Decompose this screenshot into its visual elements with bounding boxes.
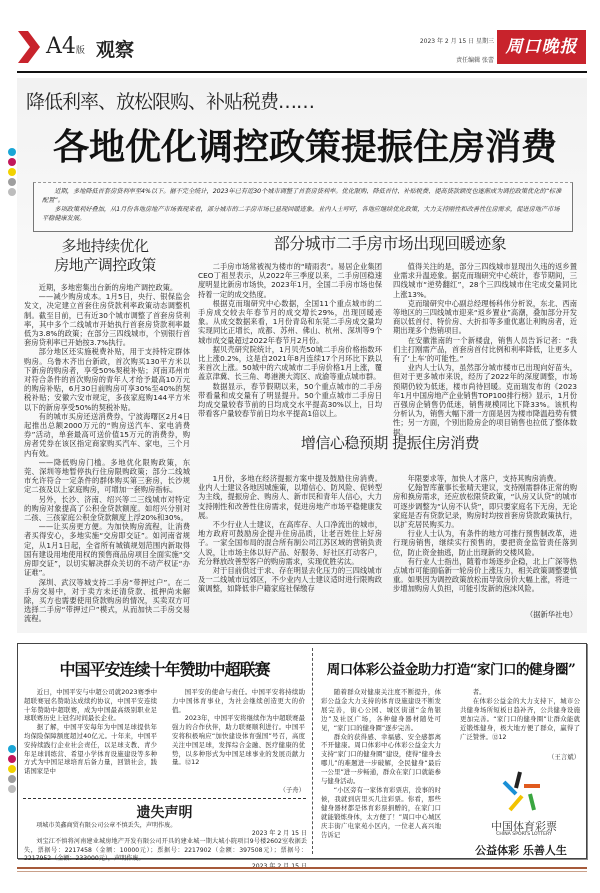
magenta-dot: [8, 755, 16, 763]
issue-date: 2023 年 2 月 15 日 星期三: [419, 38, 494, 45]
paragraph: 值得关注的是，部分三四线城市显现出久违的返乡置业需求升温迹象。据克而瑞研究中心统计，春节期间，三四线城市“逆势翻红”，28个三四线城市住宅成交量同比上涨13%。: [393, 262, 577, 299]
paragraph: 随着群众对健康关注度不断提升，体彩公益金大力支持的体育设施建设不断发展完善，街心公园、城区街道“金角银边”及社区广场，各种健身器材随处可见，“家门口的健身圈”逐步完善。: [321, 688, 441, 732]
intro-paragraph: 多项政策利好叠加，从1月份各地房地产市场表现来看，部分城市的二手房市场已显现回暖迹象。业内人士呼吁，各地应继续优化政策，大力支持刚性和改善性住房需求，促进房地产市场平稳健康发展。: [42, 206, 560, 222]
paragraph: “小区旁有一家体育彩票店，没事的时候，我就到店里买几注彩票。你看，那些健身器材都是体育彩票捐赠的，在家门口就能锻炼身体，太方便了！”周口中心城区庆丰街广电家苑小区内，一位老人高兴地告诉记: [321, 785, 441, 839]
pingan-column-a: [24, 688, 157, 776]
paragraph: 年限要求等，加快人才落户，支持其购房消费。: [407, 474, 561, 483]
confidence-column-b: [393, 474, 577, 594]
paragraph: 行业人士认为，有条件的地方可推行预售制改革，进行现房销售，继续实行预售的，要把资金监管责任落到位，防止资金抽逃，防止出现新的交楼风险。: [393, 529, 577, 557]
china-sports-lottery-logo-icon: [498, 770, 548, 815]
section-title: 观察: [96, 39, 135, 61]
paragraph: 部分地区还实施税费补贴，用于支持特定群体购房。乌鲁木齐出台新政，首次购买130平方米以下新房的购房者，享受50%契税补贴；河南邓州市对符合条件的首次购房的青年人才给予最高10万元的购房补贴，6月30日前购房可享30%至40%的契税补贴；安徽六安市规定，多孩家庭购144平方米以下的新房享受50%的契税补贴。: [24, 347, 190, 412]
cyan-dot: [8, 148, 16, 156]
notice-heading: 遗失声明: [136, 805, 193, 821]
paragraph: 在体彩公益金的大力支持下，城市公共健身场所短板日趋补齐，公共健身设施更加完善。“家门口的健身圈”让群众能就近锻炼健身，极大地方便了群众，赢得了广泛赞誉。⑫12: [460, 696, 580, 741]
yellow-dot: [8, 765, 16, 773]
paragraph: 据贝壳研究院统计，1月贝壳50城二手房价格指数环比上涨0.2%，这是自2021年8月连续17个月环比下跌以来首次上涨。50城中的六成城市二手房价格1月上涨，覆盖京津冀、长三角、粤港澳大湾区、成渝等重点城市群。: [198, 344, 382, 382]
gray-dot: [8, 785, 16, 793]
notice-text: 刘宝江不慎将河南建业城房地产开发有限公司开具的建业城一期大城小院项目9号楼2602室收据丢失，票据号：2217458（金额：10000元）；票据号：2217902（金额：397508元）；票据号：2217952（金额：233000元），声明作废。: [24, 838, 307, 862]
page-number: [46, 34, 85, 59]
heading-line: 房地产调控政策: [54, 256, 156, 274]
registration-dots: [8, 148, 16, 198]
page-number-text: A4: [46, 34, 76, 59]
lottery-column-a: [321, 688, 441, 839]
kicker-headline: 降低利率、放松限购、补贴税费……: [26, 91, 315, 113]
footer-rule: [17, 867, 587, 869]
yellow-dot: [8, 168, 16, 176]
paragraph: 克而瑞研究中心副总经理杨科伟分析说，东北、西南等地区的三四线城市迎来“返乡置业”高潮，叠加部分开发商以低首付、特价房、大折扣等多重优惠让利购房者，近期出现多个热销项目。: [393, 298, 577, 336]
confidence-heading: 增信心稳预期 提振住房消费: [300, 434, 480, 452]
masthead-rule: [17, 71, 587, 73]
paragraph: ——让买房更方便。为加快购房流程，让消费者买得安心，多地实施“交房即交证”。如河南省规定，从1月1日起，全省所有城镇规划范围内新取得国有建设用地使用权的预售商品房项目全面实施“交房即交证”，以切实解决群众关切的不动产权证“办证难”。: [24, 522, 190, 578]
paragraph: 2023年，中国平安将继续作为中超联赛最强力的合作伙伴，助力联赛顺利进行。中国平安将积极响应“加快建设体育强国”号召，高度关注中国足球，发挥综合金融、医疗健康的优势，以多种形式为中国足球事业的发展贡献力量。⑫12: [172, 714, 305, 767]
paragraph: 者。: [472, 688, 486, 696]
paragraph: 在安徽淮南的一个新楼盘，销售人员告诉记者：“我们主打刚需产品，首套房首付比例和利率降低，让更多人有了‘上车’的可能性。”: [393, 335, 577, 364]
notice-text: 项城市美鑫商贸有限公司公章不慎丢失，声明作废。: [36, 822, 177, 829]
lottery-byline: （王言斌）: [548, 753, 580, 761]
lottery-heading: 周口体彩公益金助力打造“家门口的健身圈”: [326, 662, 576, 678]
section-chevron-icon: [18, 31, 40, 63]
main-headline: 各地优化调控政策提振住房消费: [52, 126, 557, 168]
editor-credit: 责任编辑 张蕾: [456, 57, 494, 64]
left-column-heading: [25, 237, 185, 275]
intro-box: [33, 182, 573, 232]
lottery-logo-english: CHINA SPORTS LOTTERY: [496, 832, 552, 837]
paragraph: 数据显示，春节假期以来，50个重点城市的二手房带看量和成交量有了明显提升。50个重点城市二手房日均成交量较春节前的日均成交水平提高30%以上，日均带看客户量较春节前日均水平提高1倍以上。: [198, 381, 382, 419]
newspaper-logo: 周口晚报: [497, 30, 586, 64]
footer-rule: [17, 871, 587, 872]
intro-paragraph: 近期，多地降低首套房贷利率至4%以下。据不完全统计，2023年已有近30个城市调整了首套房贷利率。优化限购、降低首付、补贴税费、提高贷款额度也逐渐成为调控政策优化的“标准配置”。: [42, 188, 562, 204]
second-hand-column-b: [393, 262, 577, 437]
paragraph: 有的城市买房还送消费券，宁波海曙区2月4日起推出总额2000万元的“购房送汽车、家电消费券”活动，单套最高可送价值15万元的消费券，购房者凭券在该区指定商家购买汽车、家电，三个月内有效。: [24, 411, 190, 458]
confidence-column-a: [198, 474, 382, 594]
paragraph: 根据克而瑞研究中心数据，全国11个重点城市的二手房成交较去年春节月的成交增长29%，出现回暖迹象。从成交数据来看，1月份青岛和东莞二手房成交量均实现同比正增长，成都、苏州、佛山、杭州、深圳等9个城市成交量超过2022年春节月2月份。: [198, 298, 382, 345]
paragraph: 另外，长沙、济南、绍兴等二三线城市对特定的购房对象提高了公积金贷款额度。如绍兴分别对二孩、三孩家庭公积金贷款额度上浮20%和30%。: [24, 494, 190, 523]
registration-dots: [8, 745, 16, 795]
pingan-heading: 中国平安连续十年赞助中超联赛: [59, 660, 270, 679]
paragraph: 亿翰智库董事长张晴天建议，支持刚需群体正常的购房和换房需求，还应放松限贷政策，“认房又认贷”的城市可逐步调整为“认房不认贷”，即只要家庭名下无房，无论家庭是否有贷款记录，购房时均按首套房贷款政策执行，以扩充居民购买力。: [393, 483, 577, 530]
left-column-body: [24, 283, 190, 624]
notice-date: 2023 年 2 月 15 日: [251, 830, 307, 838]
paragraph: 据了解，中国平安每年为中国足球提供年均保险保障额度超过40亿元。十年来，中国平安持续践行企业社会责任，以足球支教、青少年足球训练营、希望小学体育设施建设等多种方式为中国足球培育后备力量，回馈社会，践诺国家是中: [24, 723, 157, 776]
lottery-logo-name: 中国体育彩票: [491, 820, 557, 833]
paragraph: 业内人士认为，虽然部分城市楼市已出现向好苗头，但对于更多城市来说，经历了2022年的深度调整，市场预期仍较为低迷，楼市尚待回暖。克而瑞发布的《2023年1月中国房地产企业销售TOP100排行榜》显示，1月份百强房企销售仍低迷，销售规模同比下降33%。该机构分析认为，销售大幅下滑一方面是因为楼市降温趋势有惯性；另一方面，个别出险房企的项目销售也拉低了整体数据。: [393, 363, 577, 437]
pingan-column-b: [172, 688, 305, 767]
paragraph: 1月份，多地在经济提振方案中提及鼓励住房消费。业内人士建议各地因城施策，以增信心、防风险、促转型为主线，提振房企、购房人、新市民和青年人信心，大力支持刚性和改善性住房需求，促进房地产市场平稳健康发展。: [198, 474, 382, 520]
article-byline: （据新华社电）: [525, 610, 577, 619]
lottery-column-b: [460, 688, 580, 741]
paragraph: 国平安的使命与责任。中国平安将持续助力中国体育事业，为社会继续创造更大的价值。: [172, 688, 305, 714]
cyan-dot: [8, 745, 16, 753]
paragraph: ——减少购房成本。1月5日，央行、银保监会发文，决定建立首套住房贷款利率政策动态调整机制。截至目前，已有近30个城市调整了首套房贷利率，其中多个二线城市开始执行首套房贷款利率最低为3.8%的政策；在部分三四线城市，个别银行首套房贷利率已开始按3.7%执行。: [24, 292, 190, 348]
paragraph: ——降低购房门槛。多地优化限购政策，东莞、深圳等地暂停执行住房限购政策；部分二线城市允许符合一定条件的群体购买第三套房，长沙规定二孩及以上家庭购房，可增加一套购房指标。: [24, 457, 190, 495]
paragraph: 深圳、武汉等城支持二手房“带押过户”。在二手房交易中，对于卖方未还清贷款、抵押尚未解除，买方也需要使用贷款购房的情况，买卖双方可选择二手房“带押过户”模式，从而加快二手房交易流程。: [24, 577, 190, 624]
notice-divider: [23, 798, 306, 799]
lottery-slogan: 公益体彩 乐善人生: [475, 844, 567, 857]
gray-dot: [8, 178, 16, 186]
paragraph: 不少行业人士建议，在高库存、人口净流出的城市，地方政府可鼓励房企提升住房品质，让老百姓住上好房子。一家全国布局的混合所有制公司江苏区域的营销负责人说，让市场主体以好产品、好服务、好社区打动客户，充分释放改善型客户的购房需求，实现优胜劣汰。: [198, 520, 382, 566]
gray-dot: [8, 775, 16, 783]
paragraph: 有行业人士指出，随着市场逐步企稳，北上广深等热点城市可能面临新一轮房价上涨压力，相关政策调整要慎重。如果因为调控政策放松而导致房价大幅上涨，将进一步增加购房人负担，可能引发新的泡沫风险。: [393, 556, 577, 594]
second-hand-column-a: [198, 262, 382, 418]
paragraph: 群众的获得感、幸福感、安全感都离不开健康。周口体彩中心体彩公益金大力支持“家门口的健身圈”建设，使得“健身去哪儿”的难题进一步破解，全民健身“最后一公里”进一步畅通，群众在家门口就能参与健身活动。: [321, 732, 441, 786]
paragraph: 对于目前供过于求、存在明显去化压力的三四线城市及一二线城市远郊区，不少业内人士建议适时进行限购政策调整，如降低非户籍家庭社保缴存: [198, 566, 382, 594]
magenta-dot: [8, 158, 16, 166]
box-divider: [312, 648, 313, 854]
heading-line: 多地持续优化: [61, 237, 149, 255]
paragraph: 二手房市场常被视为楼市的“晴雨表”。易居企业集团CEO丁祖昱表示，从2022年三季度以来，二手房回稳速度明显比新房市场快，2023年1月，全国二手房市场也保持着一定的成交热度。: [198, 262, 382, 299]
page-suffix: 版: [75, 46, 85, 56]
lost-notice: [24, 822, 307, 871]
pingan-byline: （子舟）: [279, 786, 305, 794]
second-hand-market-heading: 部分城市二手房市场出现回暖迹象: [273, 234, 507, 253]
gray-dot: [8, 188, 16, 196]
paragraph: 近期，多地密集出台新的房地产调控政策。: [38, 283, 178, 292]
paragraph: 近日，中国平安与中超公司就2023赛季中超联赛冠名赞助达成续约协议，中国平安连续十年赞助中超联赛，成为中国最高级别职业足球联赛历史上冠名时间最长企业。: [24, 688, 157, 723]
